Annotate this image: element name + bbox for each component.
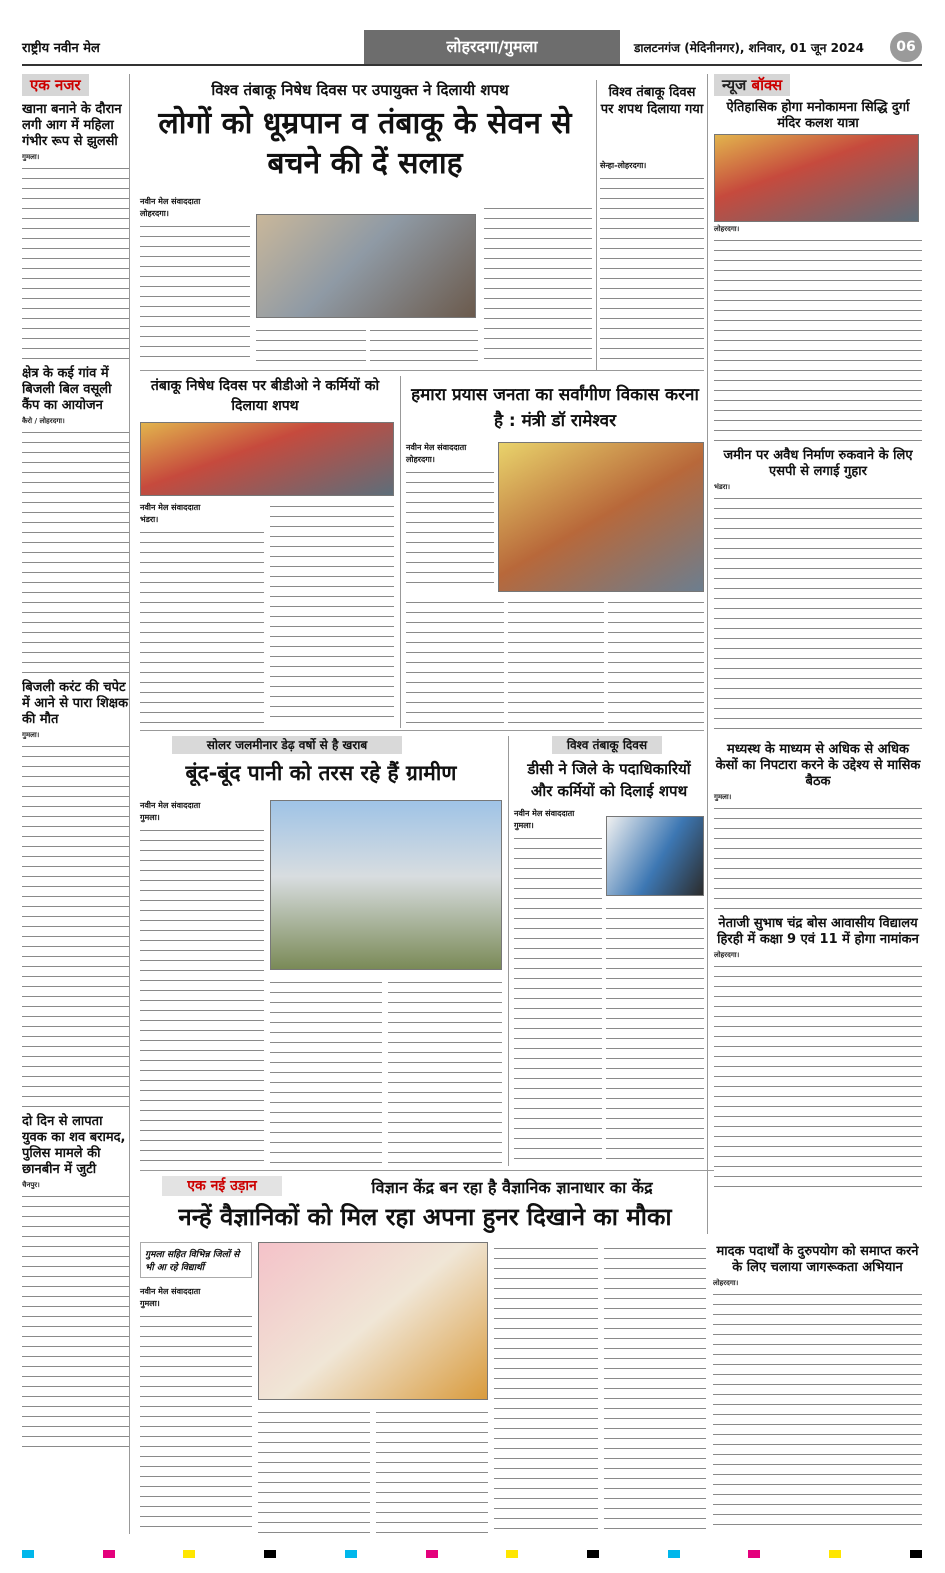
dc-byline: नवीन मेल संवाददाता [514, 809, 575, 818]
science-dateline: गुमला। [140, 1299, 160, 1308]
dc-dateline: गुमला। [514, 821, 534, 830]
divider [140, 730, 704, 731]
minister-byline: नवीन मेल संवाददाता [406, 443, 467, 452]
science-byline: नवीन मेल संवाददाता [140, 1287, 201, 1296]
side-body [600, 172, 704, 364]
box-headline: मध्यस्थ के माध्यम से अधिक से अधिक केसों का निपटारा करने के उद्देश्य से मासिक बैठक [715, 742, 921, 789]
water-dateline: गुमला। [140, 813, 160, 822]
lead-body-col1 [140, 220, 250, 360]
water-body-col2 [270, 976, 382, 1164]
science-photo [258, 1242, 488, 1400]
color-swatch [506, 1550, 518, 1558]
dc-body-col1 [514, 832, 602, 1164]
science-body-col1 [140, 1310, 252, 1536]
lead-byline: नवीन मेल संवाददाता [140, 197, 201, 206]
dc-headline: डीसी ने जिले के पदाधिकारियों और कर्मियों को दिलाई शपथ [527, 760, 691, 800]
brief-body [22, 1190, 129, 1450]
color-swatch [668, 1550, 680, 1558]
water-headline: बूंद-बूंद पानी को तरस रहे हैं ग्रामीण [185, 761, 457, 785]
bdo-body-col2 [270, 500, 394, 726]
water-kicker: सोलर जलमीनार डेढ़ वर्षो से है खराब [172, 736, 402, 754]
brief-dateline: चैनपुर। [22, 1181, 40, 1189]
brief-dateline: गुमला। [22, 731, 40, 739]
side-headline: विश्व तंबाकू दिवस पर शपथ दिलाया गया [600, 85, 704, 117]
science-body-col5 [604, 1242, 706, 1536]
color-swatch [829, 1550, 841, 1558]
brief-body [22, 740, 129, 1110]
color-swatch [103, 1550, 115, 1558]
issue-dateline: डालटनगंज (मेदिनीनगर), शनिवार, 01 जून 2024 [634, 41, 865, 55]
box-dateline: लोहरदगा। [714, 225, 740, 233]
divider [400, 376, 401, 728]
water-body-col3 [388, 976, 502, 1164]
ek-nazar-column [22, 74, 130, 1534]
water-photo [270, 800, 502, 970]
bdo-body-col1 [140, 526, 264, 726]
minister-headline: हमारा प्रयास जनता का सर्वांगीण विकास करना है : मंत्री डॉ रामेश्वर [411, 385, 699, 431]
box-headline: मादक पदार्थों के दुरुपयोग को समाप्त करने के लिए चलाया जागरूकता अभियान [716, 1244, 919, 1275]
minister-body-col1 [406, 466, 494, 592]
divider [140, 370, 704, 371]
minister-body-col2 [406, 596, 504, 726]
color-swatch [426, 1550, 438, 1558]
newspaper-page [22, 30, 922, 1542]
box-headline: ऐतिहासिक होगा मनोकामना सिद्धि दुर्गा मंदिर कलश यात्रा [726, 100, 910, 131]
section-title: लोहरदगा/गुमला [364, 30, 620, 64]
lead-body-col2 [256, 324, 366, 364]
box-headline: जमीन पर अवैध निर्माण रुकवाने के लिए एसपी से लगाई गुहार [723, 448, 913, 479]
brief-dateline: कैरो / लोहरदगा। [22, 417, 65, 425]
minister-photo [498, 442, 704, 592]
box-body [714, 234, 922, 444]
science-kicker: विज्ञान केंद्र बन रहा है वैज्ञानिक ज्ञानाधार का केंद्र [371, 1178, 653, 1197]
brief-headline: खाना बनाने के दौरान लगी आग में महिला गंभीर रूप से झुलसी [22, 102, 122, 149]
news-box-column [707, 74, 922, 1234]
color-swatch [345, 1550, 357, 1558]
side-dateline: सेन्हा-लोहरदगा। [600, 161, 647, 170]
science-body-col4 [494, 1242, 598, 1536]
dc-kicker: विश्व तंबाकू दिवस [552, 736, 662, 754]
minister-body-col3 [508, 596, 604, 726]
color-swatch [264, 1550, 276, 1558]
color-swatch [748, 1550, 760, 1558]
print-color-bar [22, 1549, 922, 1559]
box-dateline: गुमला। [714, 793, 732, 801]
box-headline: नेताजी सुभाष चंद्र बोस आवासीय विद्यालय हिरही में कक्षा 9 एवं 11 में होगा नामांकन [717, 916, 919, 947]
brief-headline: बिजली करंट की चपेट में आने से पारा शिक्षक की मौत [22, 680, 129, 727]
water-byline: नवीन मेल संवाददाता [140, 801, 201, 810]
ek-nazar-title: एक नजर [22, 74, 89, 96]
dc-photo [606, 816, 704, 896]
news-box-title-b: बॉक्स [751, 76, 783, 94]
water-body-col1 [140, 824, 264, 1164]
bdo-byline: नवीन मेल संवाददाता [140, 503, 201, 512]
color-swatch [587, 1550, 599, 1558]
brief-dateline: गुमला। [22, 153, 40, 161]
box-dateline: भंडरा। [714, 483, 730, 491]
bdo-headline: तंबाकू निषेध दिवस पर बीडीओ ने कर्मियों को दिलाया शपथ [150, 378, 380, 414]
science-body-col2 [258, 1406, 370, 1536]
science-tag: एक नई उड़ान [162, 1176, 282, 1196]
page-number: 06 [890, 32, 922, 62]
lead-body-col3 [370, 324, 478, 364]
science-body-col3 [376, 1406, 488, 1536]
box-dateline: लोहरदगा। [713, 1279, 739, 1287]
news-box-last [713, 1240, 922, 1536]
divider [596, 80, 597, 370]
news-box-title [714, 74, 790, 96]
box-dateline: लोहरदगा। [714, 951, 740, 959]
brief-body [22, 162, 129, 362]
masthead-brand: राष्ट्रीय नवीन मेल [22, 41, 100, 56]
box-photo [714, 134, 919, 222]
divider [508, 736, 509, 1166]
bdo-dateline: भंडरा। [140, 515, 159, 524]
lead-dateline: लोहरदगा। [140, 209, 169, 218]
brief-headline: क्षेत्र के कई गांव में बिजली बिल वसूली कैंप का आयोजन [22, 366, 112, 413]
box-body [714, 492, 922, 738]
box-body [714, 802, 922, 912]
color-swatch [183, 1550, 195, 1558]
color-swatch [22, 1550, 34, 1558]
bdo-photo [140, 422, 394, 496]
lead-photo [256, 214, 476, 318]
news-box-title-a: न्यूज [722, 76, 747, 94]
brief-body [22, 426, 129, 676]
box-body [713, 1288, 922, 1528]
page-header [22, 30, 922, 66]
minister-dateline: लोहरदगा। [406, 455, 435, 464]
lead-kicker: विश्व तंबाकू निषेध दिवस पर उपायुक्त ने दिलायी शपथ [211, 81, 509, 99]
box-body [714, 960, 922, 1190]
color-swatch [910, 1550, 922, 1558]
minister-body-col4 [608, 596, 704, 726]
lead-headline: लोगों को धूम्रपान व तंबाकू के सेवन से बचने की दें सलाह [158, 106, 572, 181]
science-note: गुमला सहित विभिन्न जिलों से भी आ रहे विद्यार्थी [140, 1242, 252, 1278]
science-headline: नन्हें वैज्ञानिकों को मिल रहा अपना हुनर दिखाने का मौका [178, 1203, 672, 1231]
brief-headline: दो दिन से लापता युवक का शव बरामद, पुलिस मामले की छानबीन में जुटी [22, 1114, 126, 1177]
lead-body-col4 [484, 202, 592, 364]
dc-body-col2 [606, 902, 704, 1164]
